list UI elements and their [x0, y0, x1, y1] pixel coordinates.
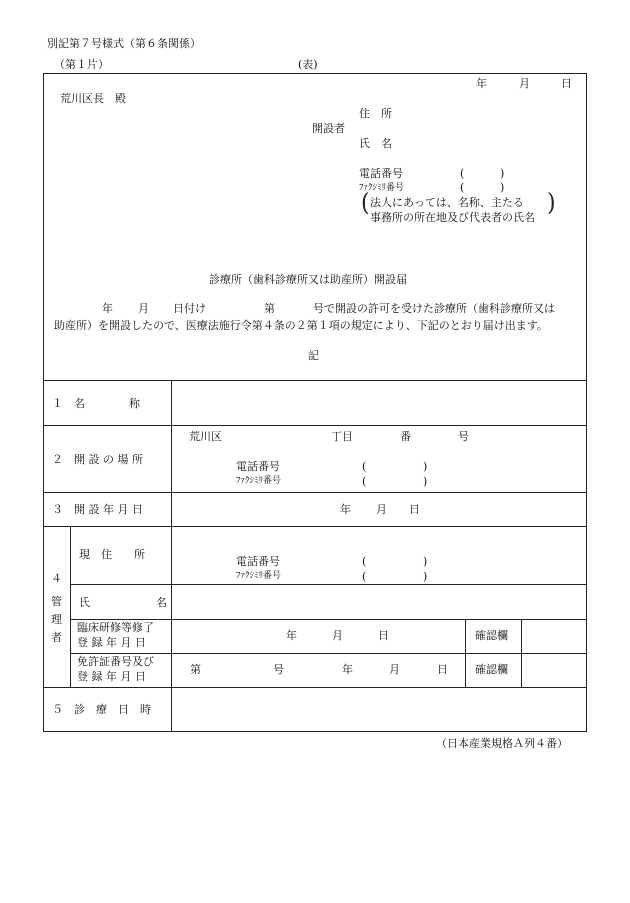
row4-fax-label: ﾌｧｸｼﾐﾘ番号 — [236, 571, 282, 581]
phone-label: 電話番号 — [359, 167, 403, 180]
row3-day: 日 — [409, 503, 420, 516]
row4-char-1: 管 — [51, 595, 62, 608]
body-dai: 第 — [264, 302, 275, 315]
document-title: 診療所（歯科診療所又は助産所）開設届 — [209, 273, 407, 286]
body-year: 年 — [102, 302, 113, 315]
paren-close: ) — [423, 555, 428, 568]
row4-clinical-label-1: 臨床研修等修了 — [77, 621, 154, 634]
row3-year: 年 — [340, 503, 351, 516]
row4-license-go: 号 — [273, 663, 284, 676]
row2-ban: 番 — [400, 430, 411, 443]
corp-note-line-2: 事務所の所在地及び代表者の氏名 — [370, 211, 535, 224]
paren-close: ) — [500, 167, 505, 180]
addressee: 荒川区長 殿 — [60, 92, 126, 105]
row3-month: 月 — [376, 503, 387, 516]
name-label: 氏 名 — [359, 137, 392, 150]
date-month: 月 — [519, 77, 530, 90]
side-indicator: (表) — [298, 58, 318, 71]
paren-open: ( — [362, 460, 367, 473]
row4-phone-label: 電話番号 — [236, 555, 280, 568]
date-day: 日 — [561, 77, 572, 90]
row4-license-day: 日 — [437, 663, 448, 676]
fax-label: ﾌｧｸｼﾐﾘ番号 — [359, 183, 405, 193]
body-day: 日付け — [173, 302, 206, 315]
row4-license-dai: 第 — [190, 663, 201, 676]
form-reference: 別記第７号様式（第６条関係） — [47, 37, 201, 50]
paren-open: ( — [362, 555, 367, 568]
row4-number: ４ — [51, 572, 62, 585]
date-year: 年 — [476, 77, 487, 90]
row5-label: ５ 診 療 日 時 — [52, 703, 151, 716]
confirm-field[interactable] — [522, 654, 586, 687]
row4-clinical-year: 年 — [286, 629, 297, 642]
row4-license-label-1: 免許証番号及び — [77, 655, 154, 668]
row2-phone-label: 電話番号 — [236, 460, 280, 473]
address-label: 住 所 — [359, 107, 392, 120]
row4-clinical-label-2: 登 録 年 月 日 — [77, 636, 146, 649]
row5-hours-field[interactable] — [172, 688, 586, 730]
paren-close: ) — [423, 475, 428, 488]
paper-size-note: （日本産業規格Ａ列４番） — [436, 737, 568, 750]
paren-open: ( — [362, 570, 367, 583]
applicant-label: 開設者 — [312, 122, 345, 135]
sheet-number: （第１片） — [54, 58, 109, 71]
paren-close: ) — [500, 181, 505, 194]
paren-close: ) — [423, 460, 428, 473]
paren-close: ) — [423, 570, 428, 583]
row4-clinical-day: 日 — [378, 629, 389, 642]
paren-open: ( — [460, 167, 465, 180]
row4-char-3: 者 — [51, 631, 62, 644]
row4-license-year: 年 — [342, 663, 353, 676]
row4-char-2: 理 — [51, 613, 62, 626]
body-line-2: 助産所）を開設したので、医療法施行令第４条の２第１項の規定により、下記のとおり届け出ます。 — [54, 319, 548, 332]
corp-note-line-1: 法人にあっては、名称、主たる — [370, 196, 524, 209]
paren-open: ( — [460, 181, 465, 194]
body-month: 月 — [138, 302, 149, 315]
row3-label: ３ 開 設 年 月 日 — [52, 503, 143, 516]
row4-license-month: 月 — [389, 663, 400, 676]
confirm-label: 確認欄 — [475, 629, 508, 642]
confirm-field[interactable] — [522, 620, 586, 653]
body-line-1-rest: 号で開設の許可を受けた診療所（歯科診療所又は — [313, 302, 555, 315]
row4-name-label-2: 名 — [156, 596, 167, 609]
row4-clinical-month: 月 — [332, 629, 343, 642]
row2-go: 号 — [458, 430, 469, 443]
row2-label: ２ 開 設 の 場 所 — [52, 453, 143, 466]
paren-open: ( — [362, 475, 367, 488]
confirm-label: 確認欄 — [475, 663, 508, 676]
row4-license-label-2: 登 録 年 月 日 — [77, 670, 146, 683]
row2-chome: 丁目 — [331, 430, 353, 443]
row2-ward: 荒川区 — [189, 430, 222, 443]
row1-label: １ 名 称 — [52, 397, 140, 410]
row2-fax-label: ﾌｧｸｼﾐﾘ番号 — [236, 476, 282, 486]
row1-name-field[interactable] — [172, 381, 586, 424]
row4-name-label-1: 氏 — [79, 596, 90, 609]
row4-address-label: 現 住 所 — [79, 548, 145, 561]
ki-mark: 記 — [308, 349, 319, 362]
